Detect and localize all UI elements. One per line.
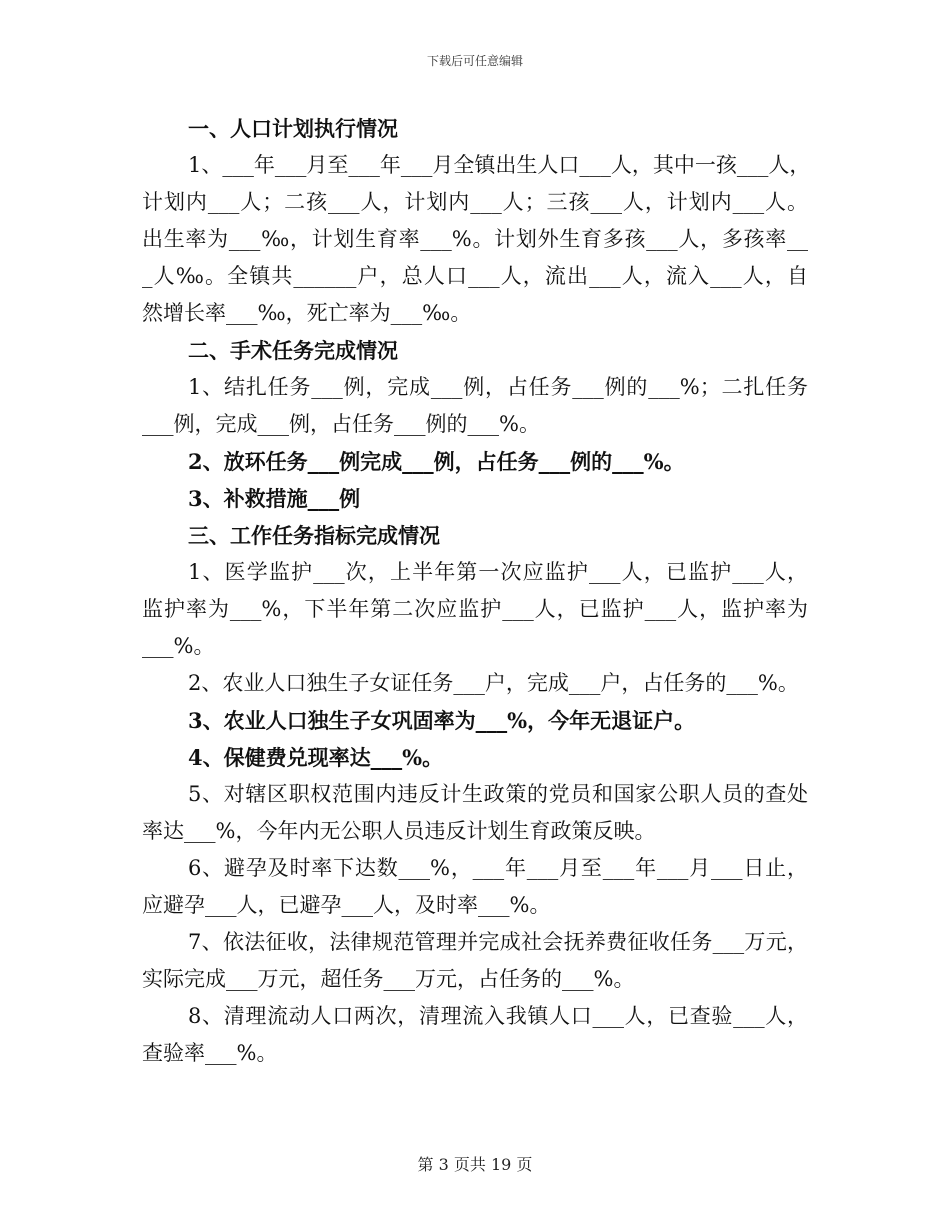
paragraph-line: 1、结扎任务___例，完成___例，占任务___例的___%；二扎任务: [188, 375, 808, 399]
paragraph-line: 监护率为___%，下半年第二次应监护___人，已监护___人，监护率为: [142, 597, 808, 621]
paragraph: [142, 369, 808, 443]
section: [142, 332, 808, 517]
paragraph-line: 出生率为___‰，计划生育率___%。计划外生育多孩___人，多孩率__: [142, 227, 808, 251]
section-heading: 二、手术任务完成情况: [188, 338, 398, 363]
paragraph-line: 1、___年___月至___年___月全镇出生人口___人，其中一孩___人，: [188, 153, 811, 177]
paragraph-line: 然增长率___‰，死亡率为___‰。: [142, 301, 472, 325]
paragraph: [142, 665, 808, 702]
paragraph: [142, 147, 811, 332]
page-header: 下载后可任意编辑: [426, 54, 523, 68]
paragraph-line: 率达___%，今年内无公职人员违反计划生育政策反映。: [142, 819, 656, 843]
paragraph-line: 查验率___%。: [142, 1041, 278, 1065]
paragraph-line: 7、依法征收，法律规范管理并完成社会抚养费征收任务___万元，: [188, 930, 808, 954]
paragraph-line: 4、保健费兑现率达___%。: [188, 745, 444, 770]
paragraph-line: 2、农业人口独生子女证任务___户，完成___户，占任务的___%。: [188, 671, 799, 695]
paragraph: [142, 850, 808, 924]
paragraph: [142, 924, 808, 998]
paragraph: [142, 443, 808, 480]
paragraph-line: ___%。: [142, 634, 215, 658]
paragraph: [142, 480, 808, 517]
paragraph-line: 计划内___人；二孩___人，计划内___人；三孩___人，计划内___人。: [142, 190, 808, 214]
paragraph-line: ___例，完成___例，占任务___例的___%。: [142, 412, 540, 436]
page-footer: 第 3 页共 19 页: [417, 1155, 533, 1174]
paragraph: [142, 739, 808, 776]
paragraph-line: 实际完成___万元，超任务___万元，占任务的___%。: [142, 967, 635, 991]
paragraph: [142, 554, 808, 665]
paragraph-line: 8、清理流动人口两次，清理流入我镇人口___人，已查验___人，: [188, 1004, 808, 1028]
paragraph: [142, 776, 808, 850]
paragraph-line: _人‰。全镇共______户，总人口___人，流出___人，流入___人，自: [142, 264, 808, 288]
document-body: [142, 110, 811, 1072]
paragraph-line: 6、避孕及时率下达数___%，___年___月至___年___月___日止，: [188, 856, 808, 880]
section: [142, 517, 808, 1072]
paragraph-line: 3、农业人口独生子女巩固率为___%，今年无退证户。: [188, 708, 696, 733]
paragraph: [142, 998, 808, 1072]
paragraph: [142, 702, 808, 739]
section-heading: 一、人口计划执行情况: [188, 116, 398, 141]
paragraph-line: 应避孕___人，已避孕___人，及时率___%。: [142, 893, 551, 917]
paragraph-line: 1、医学监护___次，上半年第一次应监护___人，已监护___人，: [188, 560, 808, 584]
paragraph-line: 2、放环任务___例完成___例，占任务___例的___%。: [188, 449, 685, 474]
paragraph-line: 3、补救措施___例: [188, 486, 361, 511]
paragraph-line: 5、对辖区职权范围内违反计生政策的党员和国家公职人员的查处: [188, 782, 808, 806]
section-heading: 三、工作任务指标完成情况: [188, 523, 440, 548]
section: [142, 110, 811, 332]
